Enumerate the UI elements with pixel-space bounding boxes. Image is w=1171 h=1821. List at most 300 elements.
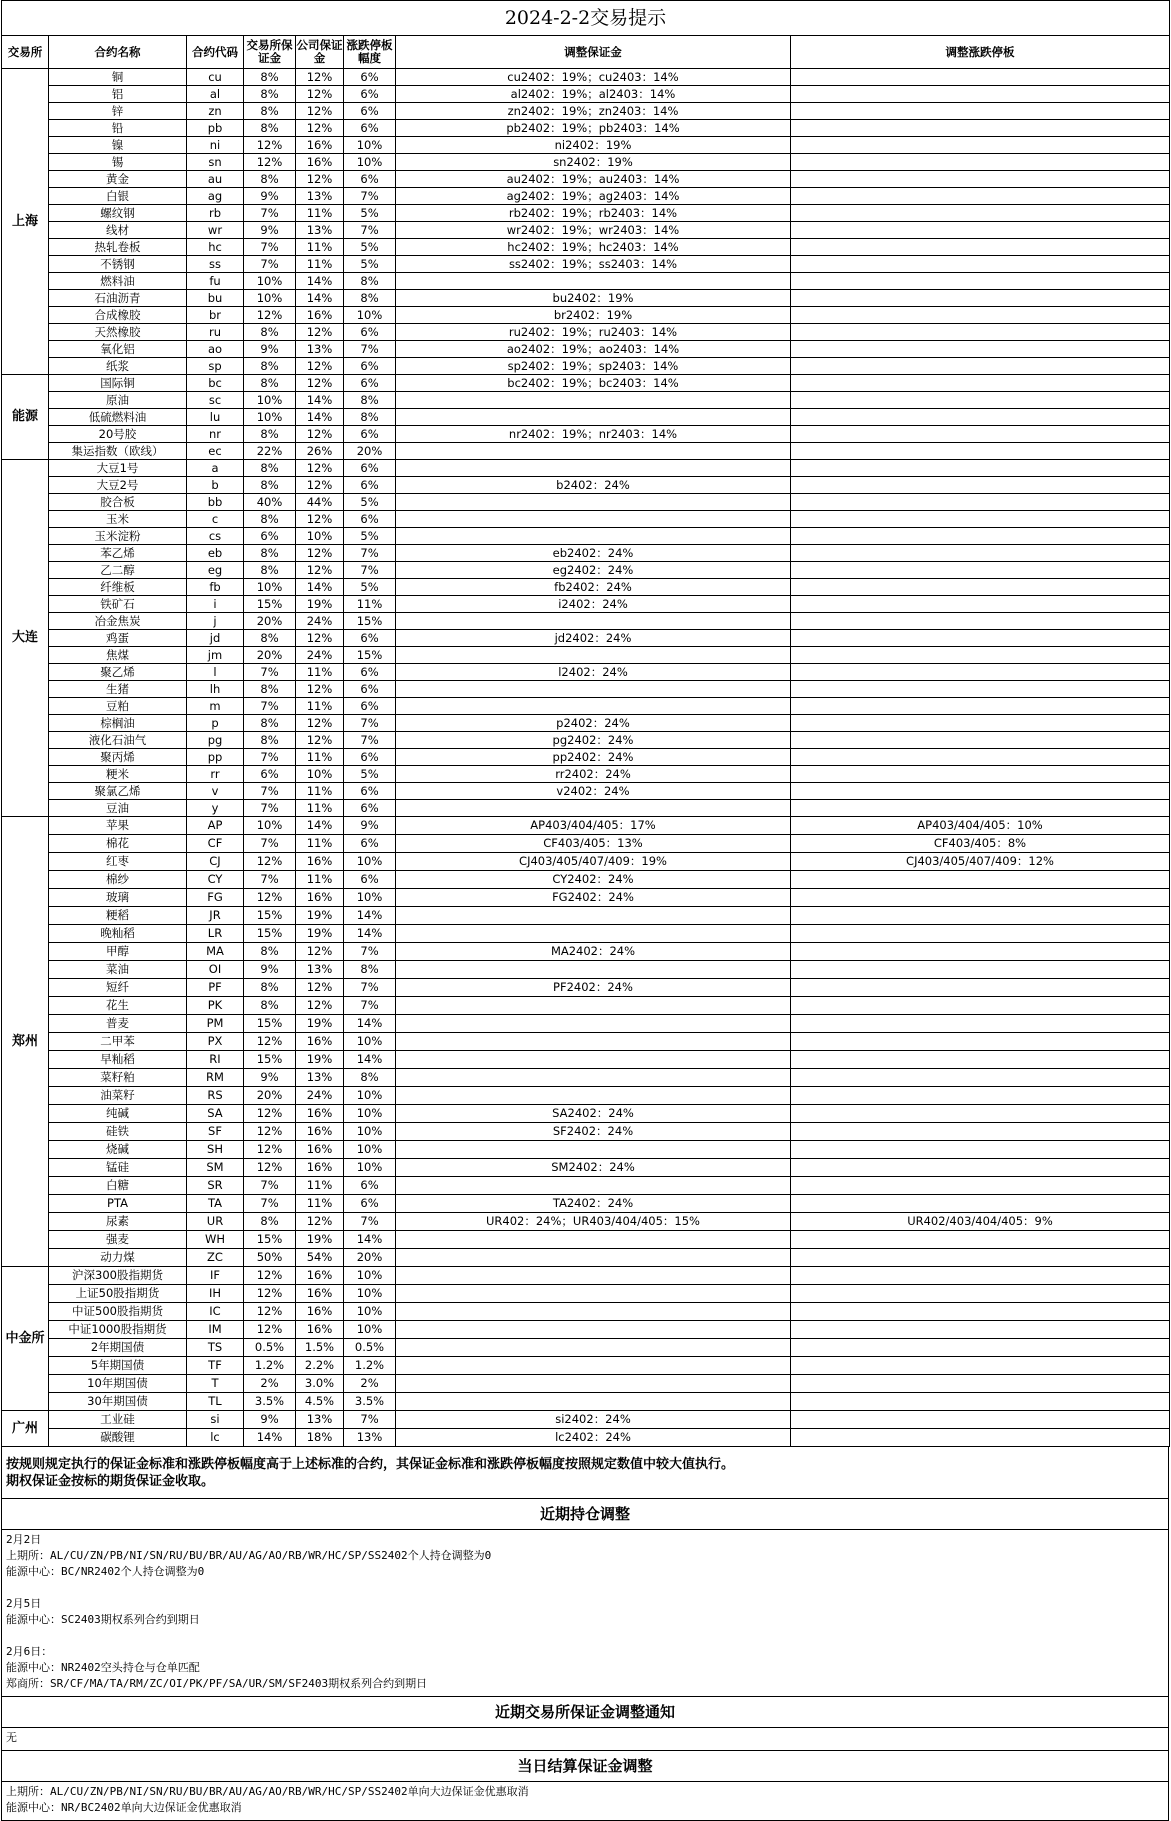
adjusted-margin-cell: b2402：24%: [396, 477, 791, 494]
contract-name-cell: 油菜籽: [49, 1087, 187, 1105]
company-margin-cell: 16%: [296, 1159, 344, 1177]
exchange-margin-cell: 8%: [244, 732, 296, 749]
contract-name-cell: 黄金: [49, 171, 187, 188]
header-adjusted-limit: 调整涨跌停板: [791, 36, 1170, 69]
contract-name-cell: 玻璃: [49, 889, 187, 907]
adjusted-limit-cell: [791, 997, 1170, 1015]
contract-name-cell: 玉米淀粉: [49, 528, 187, 545]
contract-code-cell: ZC: [187, 1249, 244, 1267]
table-row: [2, 907, 1170, 925]
adjusted-margin-cell: ss2402：19%；ss2403：14%: [396, 256, 791, 273]
limit-range-cell: 14%: [344, 1015, 396, 1033]
limit-range-cell: 10%: [344, 1141, 396, 1159]
table-row: [2, 1231, 1170, 1249]
contract-name-cell: 上证50股指期货: [49, 1285, 187, 1303]
adjusted-margin-cell: [396, 681, 791, 698]
contract-name-cell: 合成橡胶: [49, 307, 187, 324]
table-row: [2, 1213, 1170, 1231]
adjusted-limit-cell: [791, 205, 1170, 222]
table-row: [2, 341, 1170, 358]
table-row: [2, 545, 1170, 562]
contract-code-cell: eg: [187, 562, 244, 579]
adjusted-limit-cell: [791, 1285, 1170, 1303]
adjusted-margin-cell: bu2402：19%: [396, 290, 791, 307]
limit-range-cell: 8%: [344, 409, 396, 426]
contract-name-cell: 铜: [49, 69, 187, 86]
exchange-margin-cell: 8%: [244, 324, 296, 341]
company-margin-cell: 11%: [296, 239, 344, 256]
exchange-margin-cell: 20%: [244, 647, 296, 664]
adjusted-limit-cell: [791, 681, 1170, 698]
adjusted-margin-cell: ni2402：19%: [396, 137, 791, 154]
table-row: [2, 1123, 1170, 1141]
adjusted-limit-cell: [791, 375, 1170, 392]
exchange-margin-cell: 8%: [244, 426, 296, 443]
exchange-margin-cell: 7%: [244, 1177, 296, 1195]
table-row: [2, 562, 1170, 579]
limit-range-cell: 10%: [344, 1033, 396, 1051]
adjusted-margin-cell: fb2402：24%: [396, 579, 791, 596]
contract-code-cell: RS: [187, 1087, 244, 1105]
adjusted-margin-cell: cu2402：19%；cu2403：14%: [396, 69, 791, 86]
adjusted-limit-cell: [791, 290, 1170, 307]
contract-name-cell: 纯碱: [49, 1105, 187, 1123]
company-margin-cell: 14%: [296, 290, 344, 307]
exchange-cell: 广州: [2, 1411, 49, 1447]
adjusted-limit-cell: [791, 1195, 1170, 1213]
exchange-margin-cell: 12%: [244, 1321, 296, 1339]
rule-note: 期权保证金按标的期货保证金收取。: [6, 1474, 215, 1489]
limit-range-cell: 8%: [344, 290, 396, 307]
table-row: [2, 273, 1170, 290]
exchange-margin-cell: 50%: [244, 1249, 296, 1267]
limit-range-cell: 10%: [344, 1321, 396, 1339]
limit-range-cell: 7%: [344, 1411, 396, 1429]
company-margin-cell: 13%: [296, 188, 344, 205]
company-margin-cell: 16%: [296, 1123, 344, 1141]
exchange-margin-cell: 10%: [244, 409, 296, 426]
exchange-margin-cell: 7%: [244, 205, 296, 222]
table-row: [2, 596, 1170, 613]
contract-code-cell: nr: [187, 426, 244, 443]
contract-code-cell: ao: [187, 341, 244, 358]
limit-range-cell: 6%: [344, 86, 396, 103]
limit-range-cell: 6%: [344, 358, 396, 375]
limit-range-cell: 6%: [344, 1195, 396, 1213]
company-margin-cell: 12%: [296, 997, 344, 1015]
table-row: [2, 1051, 1170, 1069]
adjusted-limit-cell: [791, 86, 1170, 103]
adjusted-limit-cell: [791, 239, 1170, 256]
exchange-margin-cell: 2%: [244, 1375, 296, 1393]
company-margin-cell: 19%: [296, 596, 344, 613]
adjusted-limit-cell: CJ403/405/407/409：12%: [791, 853, 1170, 871]
adjusted-limit-cell: [791, 120, 1170, 137]
adjusted-margin-cell: [396, 1177, 791, 1195]
adjusted-limit-cell: [791, 1411, 1170, 1429]
contract-name-cell: 大豆2号: [49, 477, 187, 494]
company-margin-cell: 11%: [296, 835, 344, 853]
adjusted-margin-cell: [396, 528, 791, 545]
adjusted-limit-cell: [791, 979, 1170, 997]
company-margin-cell: 11%: [296, 749, 344, 766]
table-row: [2, 647, 1170, 664]
adjusted-margin-cell: AP403/404/405：17%: [396, 817, 791, 835]
table-row: [2, 137, 1170, 154]
contract-code-cell: ru: [187, 324, 244, 341]
contract-name-cell: 乙二醇: [49, 562, 187, 579]
contract-name-cell: 晚籼稻: [49, 925, 187, 943]
adjusted-margin-cell: [396, 460, 791, 477]
table-row: [2, 1429, 1170, 1447]
limit-range-cell: 6%: [344, 835, 396, 853]
exchange-margin-cell: 40%: [244, 494, 296, 511]
company-margin-cell: 14%: [296, 579, 344, 596]
table-row: [2, 698, 1170, 715]
margin-table: [1, 0, 1170, 1447]
company-margin-cell: 24%: [296, 1087, 344, 1105]
contract-code-cell: PF: [187, 979, 244, 997]
adjusted-margin-cell: rr2402：24%: [396, 766, 791, 783]
exchange-margin-cell: 8%: [244, 69, 296, 86]
adjusted-limit-cell: [791, 1105, 1170, 1123]
contract-code-cell: ss: [187, 256, 244, 273]
adjusted-limit-cell: [791, 409, 1170, 426]
adjusted-margin-cell: [396, 1015, 791, 1033]
adjusted-limit-cell: [791, 925, 1170, 943]
adjusted-margin-cell: SA2402：24%: [396, 1105, 791, 1123]
rule-notes: [2, 1447, 1168, 1498]
limit-range-cell: 8%: [344, 1069, 396, 1087]
company-margin-cell: 11%: [296, 800, 344, 817]
table-row: [2, 256, 1170, 273]
limit-range-cell: 10%: [344, 1087, 396, 1105]
limit-range-cell: 7%: [344, 222, 396, 239]
limit-range-cell: 7%: [344, 545, 396, 562]
exchange-margin-cell: 9%: [244, 222, 296, 239]
company-margin-cell: 44%: [296, 494, 344, 511]
adjusted-limit-cell: [791, 511, 1170, 528]
contract-name-cell: 粳稻: [49, 907, 187, 925]
adjusted-margin-cell: nr2402：19%；nr2403：14%: [396, 426, 791, 443]
table-row: [2, 154, 1170, 171]
notice-line: 能源中心：NR/BC2402单向大边保证金优惠取消: [6, 1801, 242, 1814]
company-margin-cell: 19%: [296, 1051, 344, 1069]
header-contract-name: 合约名称: [49, 36, 187, 69]
company-margin-cell: 10%: [296, 528, 344, 545]
company-margin-cell: 14%: [296, 273, 344, 290]
adjusted-limit-cell: [791, 800, 1170, 817]
limit-range-cell: 6%: [344, 664, 396, 681]
position-section-title: 近期持仓调整: [2, 1498, 1168, 1530]
contract-code-cell: lu: [187, 409, 244, 426]
table-row: [2, 1339, 1170, 1357]
limit-range-cell: 6%: [344, 681, 396, 698]
contract-name-cell: 豆粕: [49, 698, 187, 715]
company-margin-cell: 12%: [296, 324, 344, 341]
exchange-margin-cell: 8%: [244, 562, 296, 579]
notice-line: 能源中心：SC2403期权系列合约到期日: [6, 1613, 200, 1626]
contract-code-cell: b: [187, 477, 244, 494]
exchange-margin-cell: 8%: [244, 715, 296, 732]
exchange-margin-cell: 8%: [244, 997, 296, 1015]
limit-range-cell: 7%: [344, 715, 396, 732]
adjusted-margin-cell: [396, 1375, 791, 1393]
table-row: [2, 732, 1170, 749]
table-row: [2, 511, 1170, 528]
adjusted-limit-cell: [791, 1159, 1170, 1177]
settlement-section-title: 当日结算保证金调整: [2, 1750, 1168, 1782]
header-company-margin: 公司保证金: [296, 36, 344, 69]
footer-area: [1, 1447, 1169, 1821]
table-row: [2, 925, 1170, 943]
table-row: [2, 1015, 1170, 1033]
adjusted-margin-cell: eg2402：24%: [396, 562, 791, 579]
contract-name-cell: 聚氯乙烯: [49, 783, 187, 800]
adjusted-margin-cell: [396, 1339, 791, 1357]
adjusted-margin-cell: CF403/405：13%: [396, 835, 791, 853]
adjusted-limit-cell: [791, 154, 1170, 171]
contract-code-cell: bb: [187, 494, 244, 511]
table-row: [2, 426, 1170, 443]
adjusted-margin-cell: [396, 1321, 791, 1339]
adjusted-margin-cell: [396, 1357, 791, 1375]
table-row: [2, 1375, 1170, 1393]
limit-range-cell: 15%: [344, 613, 396, 630]
limit-range-cell: 7%: [344, 1213, 396, 1231]
adjusted-limit-cell: [791, 943, 1170, 961]
adjusted-limit-cell: [791, 1393, 1170, 1411]
contract-name-cell: 工业硅: [49, 1411, 187, 1429]
contract-name-cell: 铝: [49, 86, 187, 103]
table-row: [2, 324, 1170, 341]
company-margin-cell: 12%: [296, 715, 344, 732]
contract-code-cell: a: [187, 460, 244, 477]
adjusted-limit-cell: [791, 698, 1170, 715]
adjusted-limit-cell: [791, 341, 1170, 358]
company-margin-cell: 1.5%: [296, 1339, 344, 1357]
adjusted-limit-cell: [791, 715, 1170, 732]
company-margin-cell: 16%: [296, 1321, 344, 1339]
contract-code-cell: lh: [187, 681, 244, 698]
exchange-margin-cell: 0.5%: [244, 1339, 296, 1357]
settlement-section-body: [2, 1782, 1168, 1820]
adjusted-limit-cell: [791, 1303, 1170, 1321]
adjusted-margin-cell: [396, 613, 791, 630]
exchange-margin-cell: 12%: [244, 307, 296, 324]
company-margin-cell: 4.5%: [296, 1393, 344, 1411]
contract-code-cell: SM: [187, 1159, 244, 1177]
limit-range-cell: 3.5%: [344, 1393, 396, 1411]
adjusted-limit-cell: [791, 907, 1170, 925]
adjusted-margin-cell: au2402：19%；au2403：14%: [396, 171, 791, 188]
contract-name-cell: 动力煤: [49, 1249, 187, 1267]
adjusted-margin-cell: CJ403/405/407/409：19%: [396, 853, 791, 871]
contract-code-cell: IH: [187, 1285, 244, 1303]
adjusted-limit-cell: [791, 494, 1170, 511]
exchange-margin-cell: 14%: [244, 1429, 296, 1447]
contract-code-cell: hc: [187, 239, 244, 256]
adjusted-margin-cell: ag2402：19%；ag2403：14%: [396, 188, 791, 205]
contract-name-cell: 棉纱: [49, 871, 187, 889]
contract-code-cell: c: [187, 511, 244, 528]
notice-line: 无: [6, 1731, 17, 1744]
company-margin-cell: 13%: [296, 341, 344, 358]
adjusted-margin-cell: zn2402：19%；zn2403：14%: [396, 103, 791, 120]
company-margin-cell: 16%: [296, 1141, 344, 1159]
contract-name-cell: 强麦: [49, 1231, 187, 1249]
adjusted-margin-cell: ao2402：19%；ao2403：14%: [396, 341, 791, 358]
company-margin-cell: 16%: [296, 1033, 344, 1051]
adjusted-margin-cell: v2402：24%: [396, 783, 791, 800]
contract-code-cell: br: [187, 307, 244, 324]
exchange-margin-cell: 22%: [244, 443, 296, 460]
page-title: 2024-2-2交易提示: [2, 1, 1170, 36]
contract-name-cell: 白糖: [49, 1177, 187, 1195]
exchange-margin-cell: 12%: [244, 1267, 296, 1285]
limit-range-cell: 6%: [344, 800, 396, 817]
adjusted-limit-cell: [791, 613, 1170, 630]
table-row: [2, 1249, 1170, 1267]
company-margin-cell: 14%: [296, 409, 344, 426]
adjusted-limit-cell: [791, 1321, 1170, 1339]
company-margin-cell: 12%: [296, 86, 344, 103]
adjusted-margin-cell: pp2402：24%: [396, 749, 791, 766]
exchange-margin-cell: 8%: [244, 375, 296, 392]
contract-name-cell: 聚丙烯: [49, 749, 187, 766]
exchange-margin-cell: 9%: [244, 188, 296, 205]
company-margin-cell: 11%: [296, 205, 344, 222]
exchange-margin-cell: 15%: [244, 1015, 296, 1033]
contract-code-cell: ag: [187, 188, 244, 205]
adjusted-limit-cell: [791, 889, 1170, 907]
limit-range-cell: 6%: [344, 749, 396, 766]
contract-name-cell: 中证1000股指期货: [49, 1321, 187, 1339]
contract-code-cell: ni: [187, 137, 244, 154]
table-row: [2, 1069, 1170, 1087]
adjusted-limit-cell: [791, 732, 1170, 749]
adjusted-limit-cell: [791, 358, 1170, 375]
adjusted-limit-cell: [791, 273, 1170, 290]
limit-range-cell: 2%: [344, 1375, 396, 1393]
adjusted-margin-cell: [396, 443, 791, 460]
contract-name-cell: PTA: [49, 1195, 187, 1213]
company-margin-cell: 12%: [296, 375, 344, 392]
table-body: [2, 69, 1170, 1447]
exchange-margin-cell: 6%: [244, 528, 296, 545]
adjusted-margin-cell: UR402：24%；UR403/404/405：15%: [396, 1213, 791, 1231]
exchange-margin-cell: 12%: [244, 1159, 296, 1177]
header-row: [2, 36, 1170, 69]
company-margin-cell: 16%: [296, 889, 344, 907]
contract-code-cell: y: [187, 800, 244, 817]
contract-code-cell: SF: [187, 1123, 244, 1141]
exchange-margin-cell: 9%: [244, 1069, 296, 1087]
table-row: [2, 749, 1170, 766]
contract-name-cell: 20号胶: [49, 426, 187, 443]
limit-range-cell: 20%: [344, 1249, 396, 1267]
table-row: [2, 205, 1170, 222]
exchange-margin-cell: 1.2%: [244, 1357, 296, 1375]
exchange-margin-cell: 12%: [244, 137, 296, 154]
adjusted-limit-cell: [791, 1177, 1170, 1195]
company-margin-cell: 13%: [296, 1411, 344, 1429]
table-row: [2, 358, 1170, 375]
contract-name-cell: 集运指数（欧线）: [49, 443, 187, 460]
table-row: [2, 1357, 1170, 1375]
table-row: [2, 817, 1170, 835]
contract-code-cell: OI: [187, 961, 244, 979]
company-margin-cell: 12%: [296, 681, 344, 698]
table-row: [2, 1411, 1170, 1429]
contract-name-cell: 玉米: [49, 511, 187, 528]
exchange-margin-cell: 8%: [244, 511, 296, 528]
adjusted-margin-cell: [396, 392, 791, 409]
company-margin-cell: 11%: [296, 783, 344, 800]
contract-code-cell: al: [187, 86, 244, 103]
contract-code-cell: sc: [187, 392, 244, 409]
company-margin-cell: 19%: [296, 907, 344, 925]
contract-name-cell: 棕榈油: [49, 715, 187, 732]
table-row: [2, 222, 1170, 239]
exchange-margin-cell: 8%: [244, 630, 296, 647]
table-row: [2, 409, 1170, 426]
table-row: [2, 1321, 1170, 1339]
adjusted-limit-cell: [791, 1051, 1170, 1069]
company-margin-cell: 10%: [296, 766, 344, 783]
exchange-margin-cell: 8%: [244, 460, 296, 477]
limit-range-cell: 6%: [344, 871, 396, 889]
adjusted-limit-cell: [791, 1141, 1170, 1159]
adjusted-margin-cell: pb2402：19%；pb2403：14%: [396, 120, 791, 137]
exchange-margin-cell: 15%: [244, 596, 296, 613]
exchange-margin-cell: 7%: [244, 664, 296, 681]
exchange-margin-cell: 12%: [244, 1105, 296, 1123]
exchange-margin-cell: 8%: [244, 120, 296, 137]
contract-code-cell: TS: [187, 1339, 244, 1357]
limit-range-cell: 5%: [344, 528, 396, 545]
contract-name-cell: 焦煤: [49, 647, 187, 664]
table-row: [2, 871, 1170, 889]
adjusted-limit-cell: [791, 1033, 1170, 1051]
adjusted-margin-cell: bc2402：19%；bc2403：14%: [396, 375, 791, 392]
company-margin-cell: 16%: [296, 137, 344, 154]
contract-code-cell: jm: [187, 647, 244, 664]
contract-name-cell: 胶合板: [49, 494, 187, 511]
contract-code-cell: RI: [187, 1051, 244, 1069]
adjusted-margin-cell: [396, 494, 791, 511]
table-row: [2, 443, 1170, 460]
contract-code-cell: sp: [187, 358, 244, 375]
adjusted-margin-cell: CY2402：24%: [396, 871, 791, 889]
table-row: [2, 681, 1170, 698]
exchange-margin-cell: 20%: [244, 613, 296, 630]
adjusted-margin-cell: [396, 1285, 791, 1303]
contract-name-cell: 粳米: [49, 766, 187, 783]
contract-code-cell: CF: [187, 835, 244, 853]
contract-code-cell: fu: [187, 273, 244, 290]
exchange-margin-cell: 8%: [244, 545, 296, 562]
exchange-cell: 大连: [2, 460, 49, 817]
contract-code-cell: rb: [187, 205, 244, 222]
adjusted-margin-cell: [396, 1393, 791, 1411]
exchange-cell: 能源: [2, 375, 49, 460]
contract-name-cell: 尿素: [49, 1213, 187, 1231]
table-row: [2, 528, 1170, 545]
adjusted-margin-cell: [396, 907, 791, 925]
limit-range-cell: 7%: [344, 979, 396, 997]
header-exchange-margin: 交易所保证金: [244, 36, 296, 69]
